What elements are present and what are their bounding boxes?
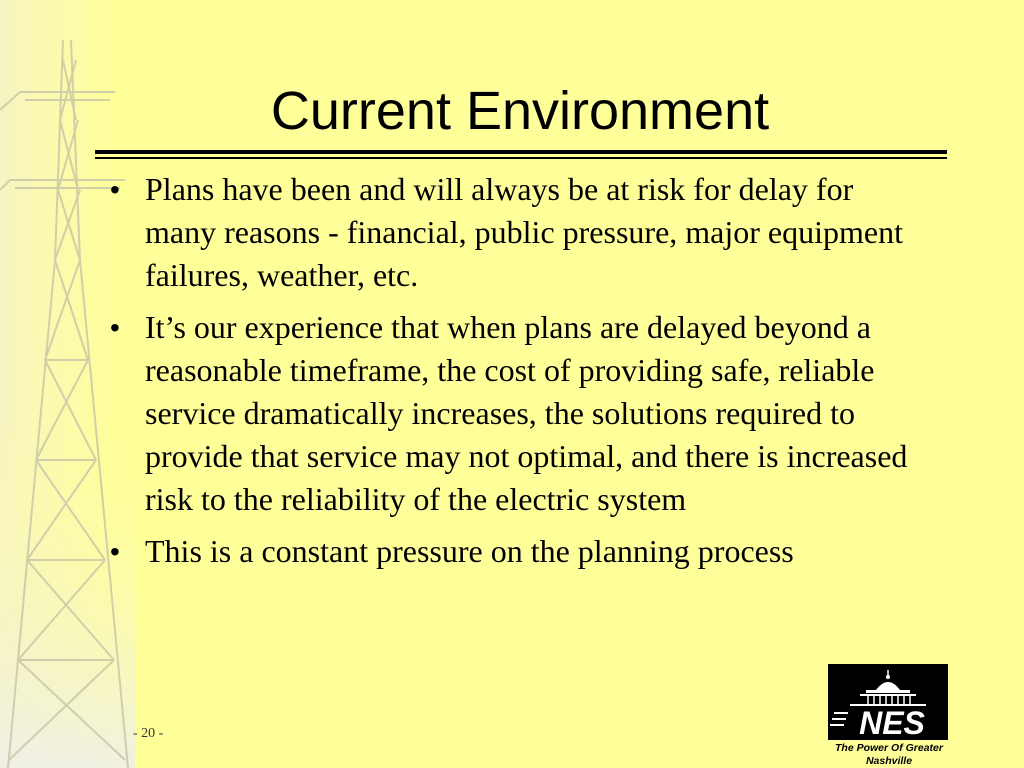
bullet-icon: • <box>110 174 120 205</box>
logo-wordmark: NES <box>859 705 925 740</box>
page-number: - 20 - <box>133 726 164 741</box>
bullet-item <box>110 168 925 297</box>
bullet-text: Plans have been and will always be at risk for delay for many reasons - financial, public pressure, major equipment failures, weather, etc. <box>145 171 903 293</box>
slide-title: Current Environment <box>270 81 770 141</box>
title-divider <box>95 150 947 159</box>
bullet-text: It’s our experience that when plans are delayed beyond a reasonable timeframe, the cost of providing safe, reliable service dramatically increases, the solutions required to provide that service may not optimal, and there is increased risk to the reliability of the electric system <box>145 309 908 517</box>
bullet-item <box>110 306 925 521</box>
bullet-icon: • <box>110 536 120 567</box>
logo-tagline-line1: The Power Of Greater <box>835 742 943 754</box>
logo-tagline <box>790 742 988 768</box>
bullet-text: This is a constant pressure on the planning process <box>145 533 794 569</box>
bullet-item <box>110 530 925 573</box>
title-divider-thick <box>95 150 947 154</box>
bullet-list <box>110 168 925 582</box>
nes-logo <box>828 664 948 740</box>
logo-tagline-line2: Nashville <box>865 755 913 767</box>
bullet-icon: • <box>110 312 120 343</box>
title-divider-thin <box>95 157 947 159</box>
